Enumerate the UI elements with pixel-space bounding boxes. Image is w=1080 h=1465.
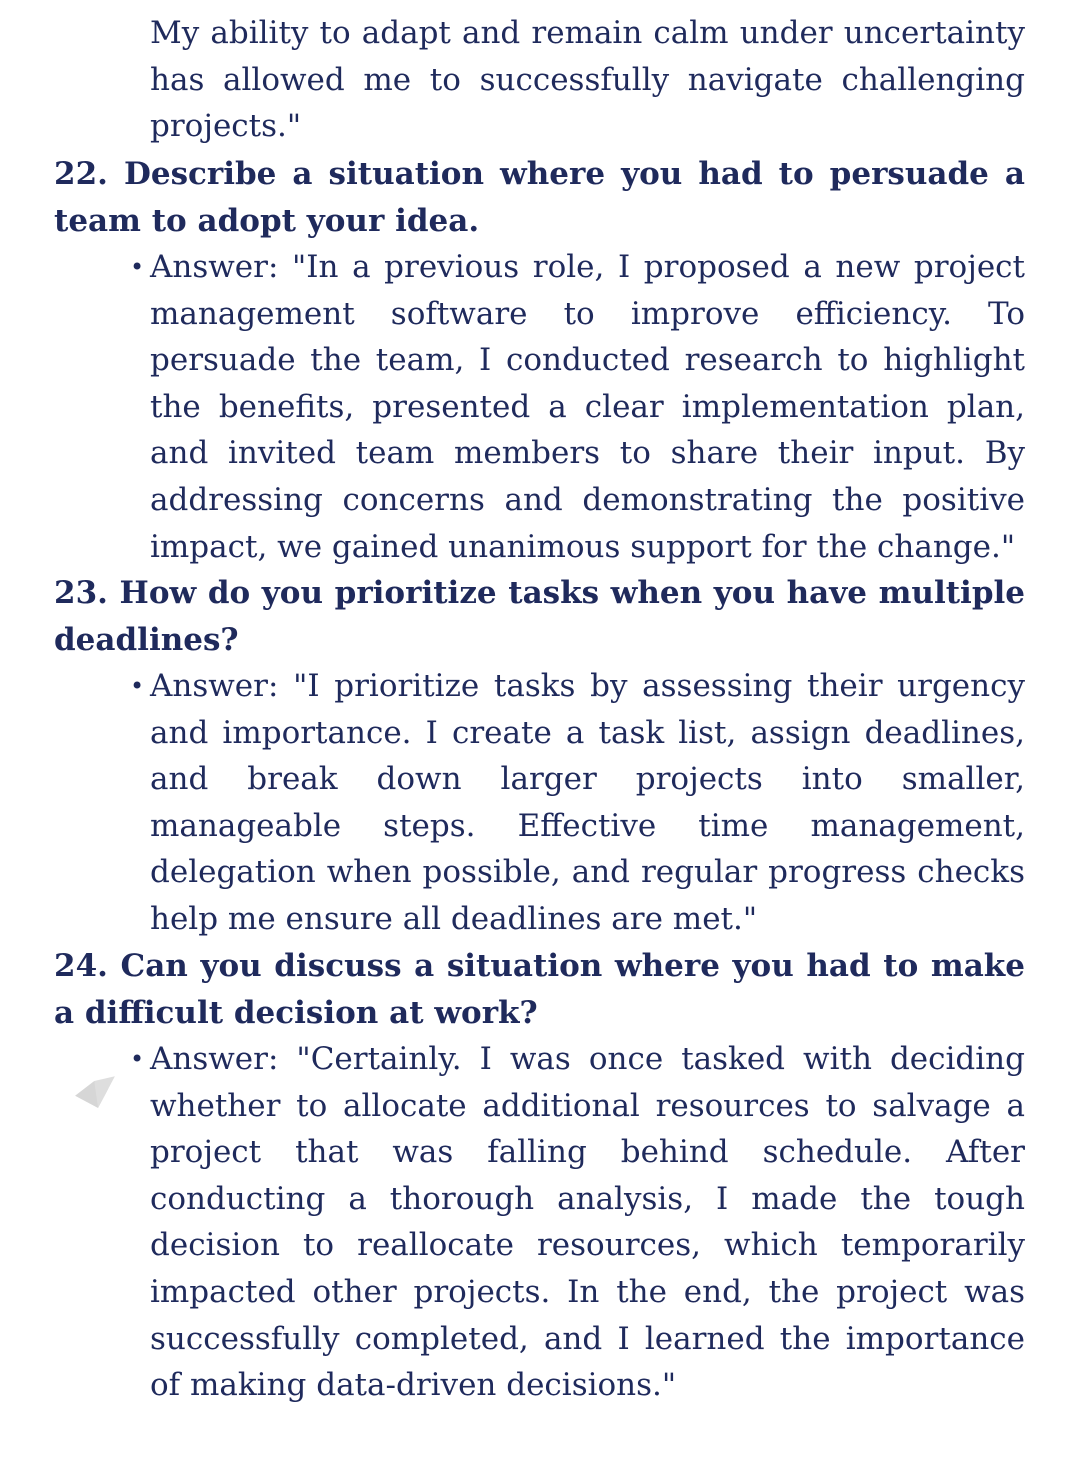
bullet-icon: • — [130, 253, 145, 281]
previous-answer-continuation: My ability to adapt and remain calm under uncertainty has allowed me to successfully navigate challenging projects." — [150, 15, 1025, 145]
answer-23 — [130, 663, 1025, 943]
bullet-icon: • — [130, 1045, 145, 1073]
answer-24-text: Answer: "Certainly. I was once tasked with deciding whether to allocate additional resources to salvage a project that was falling behind schedule. After conducting a thorough analysis, I made the tough decision to reallocate resources, which temporarily impacted other projects. In the end, the project was successfully completed, and I learned the importance of making data-driven decisions." — [150, 1041, 1025, 1404]
answer-23-text: Answer: "I prioritize tasks by assessing their urgency and importance. I create a task list, assign deadlines, and break down larger projects into smaller, manageable steps. Effective time management, delegation when possible, and regular progress checks help me ensure all deadlines are met." — [150, 668, 1025, 937]
question-23: 23. How do you prioritize tasks when you have multiple deadlines? — [54, 575, 1025, 658]
answer-22 — [130, 244, 1025, 570]
bullet-icon: • — [130, 672, 145, 700]
answer-22-text: Answer: "In a previous role, I proposed a new project management software to improve efficiency. To persuade the team, I conducted research to highlight the benefits, presented a clear implementation plan, and invited team members to share their input. By addressing concerns and demonstrating the positive impact, we gained unanimous support for the change." — [150, 249, 1025, 565]
question-24: 24. Can you discuss a situation where you had to make a difficult decision at work? — [54, 948, 1025, 1031]
question-22: 22. Describe a situation where you had to persuade a team to adopt your idea. — [54, 156, 1025, 239]
answer-24 — [130, 1036, 1025, 1409]
page-curl-icon — [75, 1064, 115, 1108]
